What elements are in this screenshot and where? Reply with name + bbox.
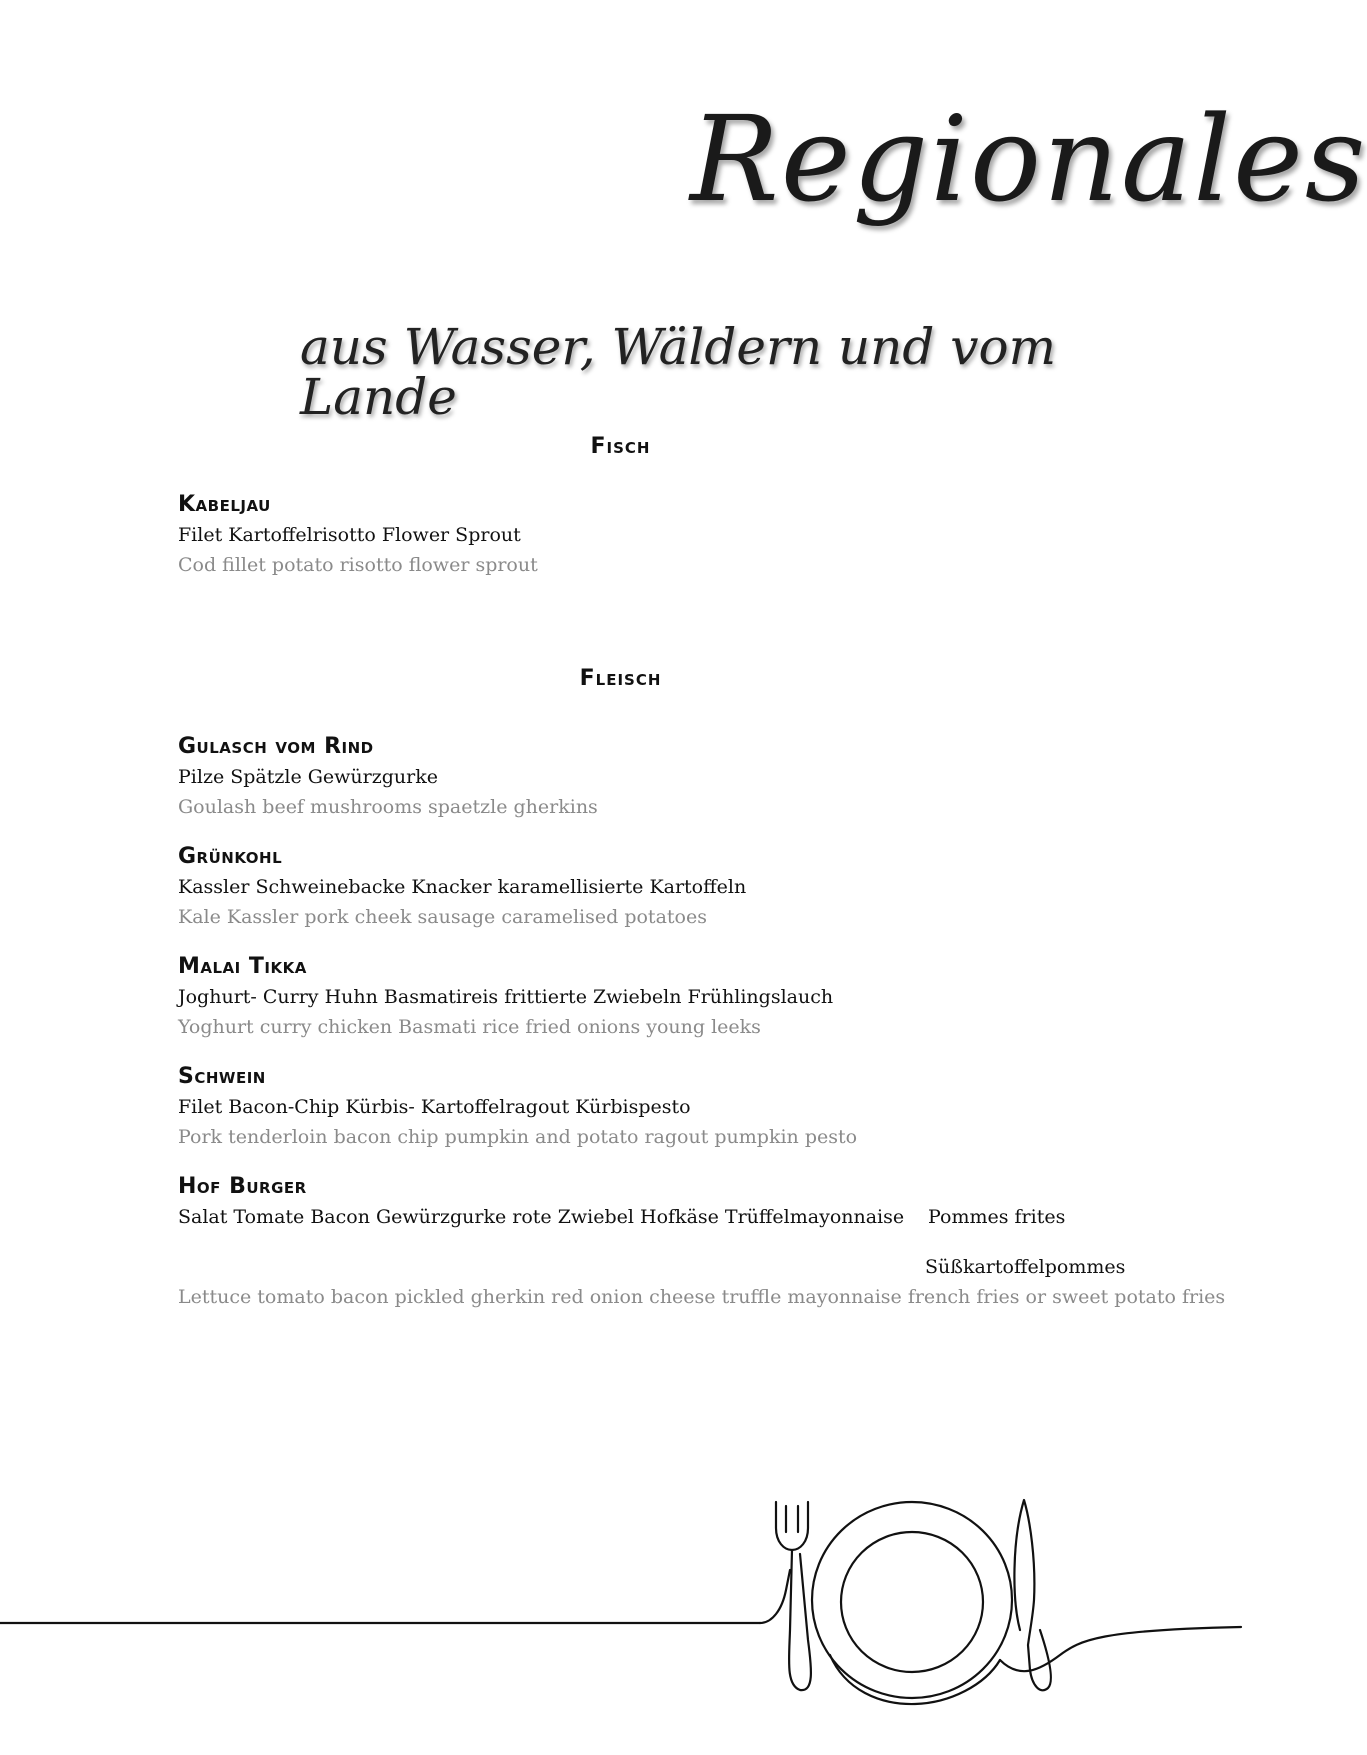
fork-icon (760, 1502, 811, 1690)
dish-name: Hof Burger (178, 1174, 307, 1199)
dish-description-en: Goulash beef mushrooms spaetzle gherkins (178, 796, 598, 818)
dish-gruenkohl (178, 842, 1218, 932)
dish-name: Schwein (178, 1064, 266, 1089)
dish-description-de: Joghurt- Curry Huhn Basmatireis frittierte Zwiebeln Frühlingslauch (178, 986, 834, 1008)
dish-description-de: Salat Tomate Bacon Gewürzgurke rote Zwiebel Hofkäse Trüffelmayonnaise (178, 1206, 905, 1228)
dish-name: Grünkohl (178, 844, 283, 869)
dish-name: Kabeljau (178, 492, 271, 517)
dish-description-en: Kale Kassler pork cheek sausage caramelised potatoes (178, 906, 707, 928)
dish-hof-burger (178, 1172, 1226, 1312)
side-option-pommes: Pommes frites (928, 1206, 1066, 1228)
dish-name: Gulasch vom Rind (178, 734, 374, 759)
dish-description-en: Pork tenderloin bacon chip pumpkin and potato ragout pumpkin pesto (178, 1126, 858, 1148)
dish-schwein (178, 1062, 1218, 1152)
side-option-suesskartoffel: Süßkartoffelpommes (925, 1256, 1126, 1278)
cutlery-illustration (0, 1480, 1241, 1755)
dish-name: Malai Tikka (178, 954, 307, 979)
section-heading-fisch: Fisch (590, 434, 651, 459)
section-heading-fleisch: Fleisch (579, 666, 662, 691)
dish-description-de: Filet Bacon-Chip Kürbis- Kartoffelragout Kürbispesto (178, 1096, 691, 1118)
dish-gulasch (178, 732, 1218, 822)
page-subtitle: aus Wasser, Wäldern und vom Lande (300, 318, 1057, 426)
dish-description-de: Pilze Spätzle Gewürzgurke (178, 766, 438, 788)
dish-description-en: Lettuce tomato bacon pickled gherkin red onion cheese truffle mayonnaise french fries or sweet potato fries (178, 1286, 1226, 1308)
dish-description-en: Yoghurt curry chicken Basmati rice fried onions young leeks (178, 1016, 761, 1038)
dish-malai-tikka (178, 952, 1218, 1042)
plate-icon (812, 1502, 1012, 1704)
dish-description-en: Cod fillet potato risotto flower sprout (178, 554, 538, 576)
page-title: Regionales (690, 90, 1367, 228)
dish-kabeljau (178, 490, 1218, 580)
dish-description-de: Kassler Schweinebacke Knacker karamellisierte Kartoffeln (178, 876, 747, 898)
dish-description-de-line (178, 1202, 1218, 1232)
knife-icon (1000, 1500, 1241, 1690)
dish-description-de: Filet Kartoffelrisotto Flower Sprout (178, 524, 521, 546)
